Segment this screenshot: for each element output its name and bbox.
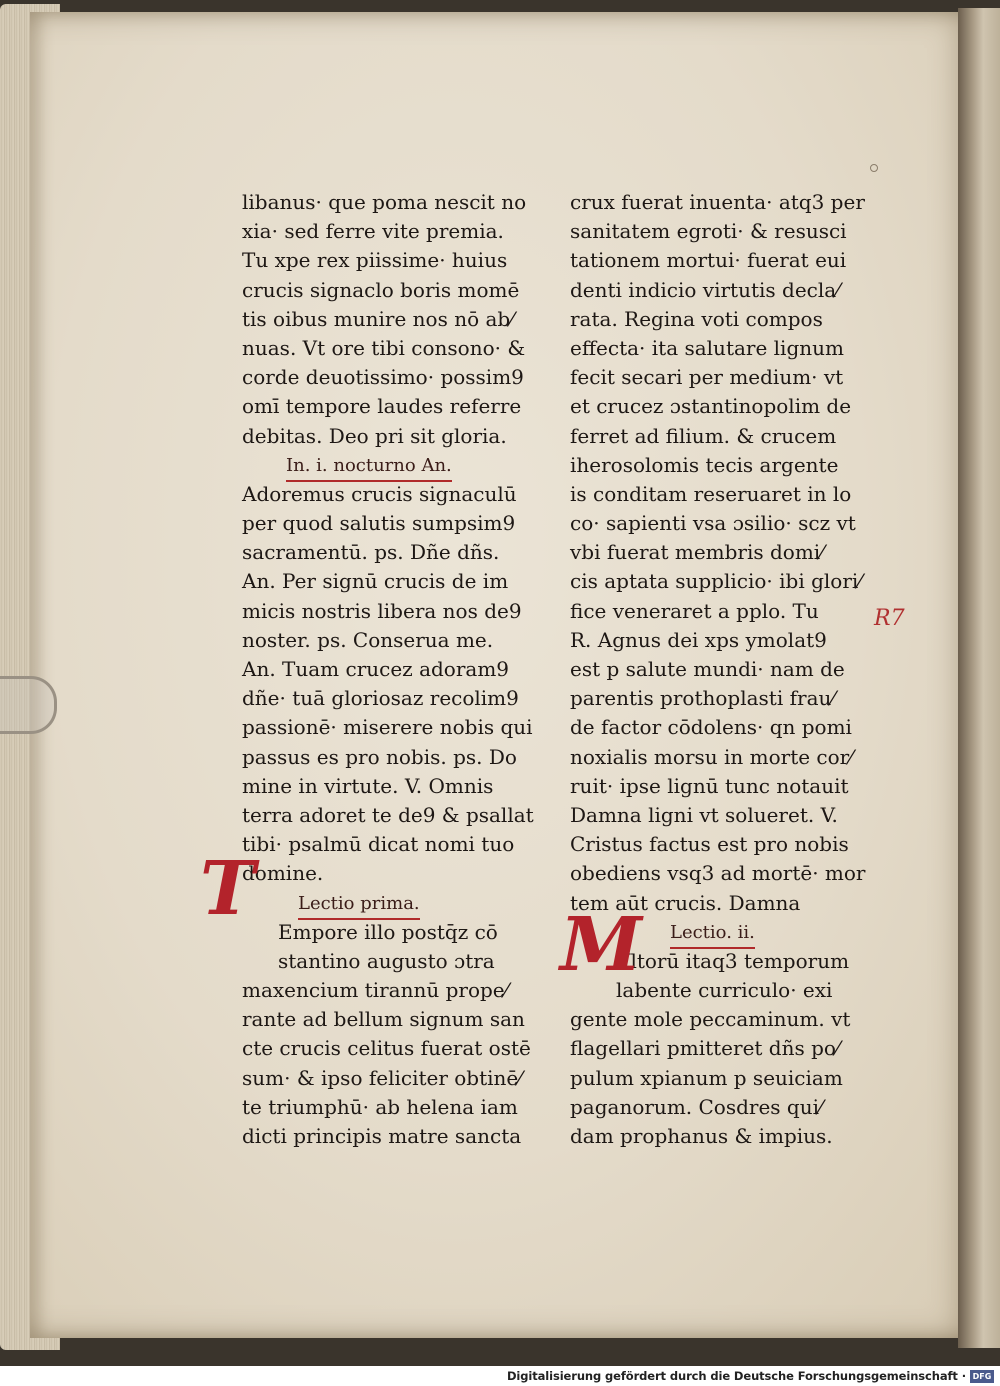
text-line: crucis signaclo boris momē bbox=[242, 277, 520, 302]
text-line: xia· sed ferre vite premia. bbox=[242, 219, 504, 244]
text-line: Damna ligni vt solueret. V. bbox=[570, 802, 838, 827]
decorated-initial-m: M bbox=[560, 902, 642, 988]
text-line: is conditam reseruaret in lo bbox=[570, 481, 852, 506]
rubric-text: In. i. nocturno An. bbox=[286, 451, 452, 482]
text-line: Tu xpe rex piissime· huius bbox=[242, 248, 508, 273]
text-line: et crucez ɔstantinopolim de bbox=[570, 394, 852, 419]
text-line: dñe· tuā gloriosaz recolim9 bbox=[242, 686, 519, 711]
text-line: vbi fuerat membris domi⁄ bbox=[570, 540, 824, 565]
text-line: tibi· psalmū dicat nomi tuo bbox=[242, 832, 515, 857]
text-line: denti indicio virtutis decla⁄ bbox=[570, 277, 840, 302]
text-line: domine. bbox=[242, 861, 324, 886]
right-column bbox=[570, 188, 870, 1151]
text-line: de factor cōdolens· qn pomi bbox=[570, 715, 852, 740]
text-line: Vltorū itaq3 temporum bbox=[616, 948, 850, 973]
text-line: Adoremus crucis signaculū bbox=[242, 481, 517, 506]
text-line: maxencium tirannū prope⁄ bbox=[242, 978, 508, 1003]
text-line: ruit· ipse lignū tunc notauit bbox=[570, 773, 849, 798]
footer-credit: Digitalisierung gefördert durch die Deutsche Forschungsgemeinschaft · bbox=[506, 1369, 966, 1383]
text-line: dam prophanus & impius. bbox=[570, 1124, 833, 1148]
text-line: sum· & ipso feliciter obtinē⁄ bbox=[242, 1065, 522, 1090]
footer-bar bbox=[0, 1366, 1000, 1386]
text-line: terra adoret te de9 & psallat bbox=[242, 802, 534, 827]
text-line: iherosolomis tecis argente bbox=[570, 452, 839, 477]
left-text-block bbox=[242, 188, 542, 451]
text-line: passionē· miserere nobis qui bbox=[242, 715, 533, 740]
text-line: co· sapienti vsa ɔsilio· scz vt bbox=[570, 511, 856, 536]
left-text-block-b bbox=[242, 480, 542, 889]
text-line: corde deuotissimo· possim9 bbox=[242, 365, 524, 390]
clip-icon bbox=[0, 676, 57, 734]
text-line: te triumphū· ab helena iam bbox=[242, 1094, 518, 1119]
text-line: An. Per signū crucis de im bbox=[242, 569, 509, 594]
text-line: rante ad bellum signum san bbox=[242, 1007, 525, 1032]
text-line: fecit secari per medium· vt bbox=[570, 365, 844, 390]
text-line: mine in virtute. V. Omnis bbox=[242, 773, 494, 798]
text-line: Cristus factus est pro nobis bbox=[570, 832, 849, 857]
text-line: debitas. Deo pri sit gloria. bbox=[242, 423, 507, 448]
binding-gutter bbox=[958, 8, 1000, 1348]
text-line: R. Agnus dei xps ymolat9 bbox=[570, 627, 827, 652]
rubric-heading bbox=[242, 451, 542, 480]
text-line: rata. Regina voti compos bbox=[570, 306, 823, 331]
text-line: effecta· ita salutare lignum bbox=[570, 335, 844, 360]
text-line: paganorum. Cosdres qui⁄ bbox=[570, 1094, 823, 1119]
text-line: est p salute mundi· nam de bbox=[570, 657, 845, 681]
text-line: Empore illo postq̄z cō bbox=[278, 919, 498, 944]
decorated-initial-t: T bbox=[200, 846, 256, 932]
text-line: per quod salutis sumpsim9 bbox=[242, 511, 516, 536]
text-line: cis aptata supplicio· ibi glori⁄ bbox=[570, 569, 862, 594]
text-line: sanitatem egroti· & resusci bbox=[570, 219, 847, 244]
dfg-logo-icon: DFG bbox=[970, 1370, 994, 1383]
lection-heading bbox=[242, 889, 542, 918]
text-line: An. Tuam crucez adoram9 bbox=[242, 657, 510, 681]
text-line: passus es pro nobis. ps. Do bbox=[242, 744, 517, 769]
left-column bbox=[242, 188, 542, 1151]
text-line: omī tempore laudes referre bbox=[242, 394, 522, 419]
text-line: tem aūt crucis. Damna bbox=[570, 890, 801, 915]
text-line: gente mole peccaminum. vt bbox=[570, 1007, 851, 1032]
lection-title: Lectio prima. bbox=[298, 889, 420, 920]
text-line: fice veneraret a pplo. Tu bbox=[570, 598, 819, 623]
text-line: labente curriculo· exi bbox=[616, 978, 833, 1003]
text-line: parentis prothoplasti frau⁄ bbox=[570, 686, 835, 711]
text-line: tationem mortui· fuerat eui bbox=[570, 248, 847, 273]
text-line: cte crucis celitus fuerat ostē bbox=[242, 1036, 531, 1061]
text-line: libanus· que poma nescit no bbox=[242, 190, 527, 214]
left-text-block-c bbox=[242, 918, 542, 1152]
text-line: noxialis morsu in morte cor⁄ bbox=[570, 744, 853, 769]
margin-annotation: R7 bbox=[874, 606, 905, 631]
text-line: pulum xpianum p seuiciam bbox=[570, 1065, 843, 1090]
lection-title: Lectio. ii. bbox=[670, 918, 755, 949]
right-text-block bbox=[570, 188, 870, 918]
text-line: stantino augusto ɔtra bbox=[278, 948, 495, 973]
text-line: crux fuerat inuenta· atq3 per bbox=[570, 190, 865, 214]
text-line: dicti principis matre sancta bbox=[242, 1124, 522, 1148]
text-line: obediens vsq3 ad mortē· mor bbox=[570, 861, 866, 886]
text-line: tis oibus munire nos nō ab⁄ bbox=[242, 306, 514, 331]
text-line: nuas. Vt ore tibi consono· & bbox=[242, 335, 526, 360]
text-line: micis nostris libera nos de9 bbox=[242, 598, 522, 623]
text-line: ferret ad filium. & crucem bbox=[570, 423, 837, 448]
text-line: sacramentū. ps. Dñe dñs. bbox=[242, 540, 500, 565]
text-line: flagellari pmitteret dñs po⁄ bbox=[570, 1036, 840, 1061]
margin-dot-icon bbox=[870, 164, 878, 172]
text-line: noster. ps. Conserua me. bbox=[242, 627, 494, 652]
